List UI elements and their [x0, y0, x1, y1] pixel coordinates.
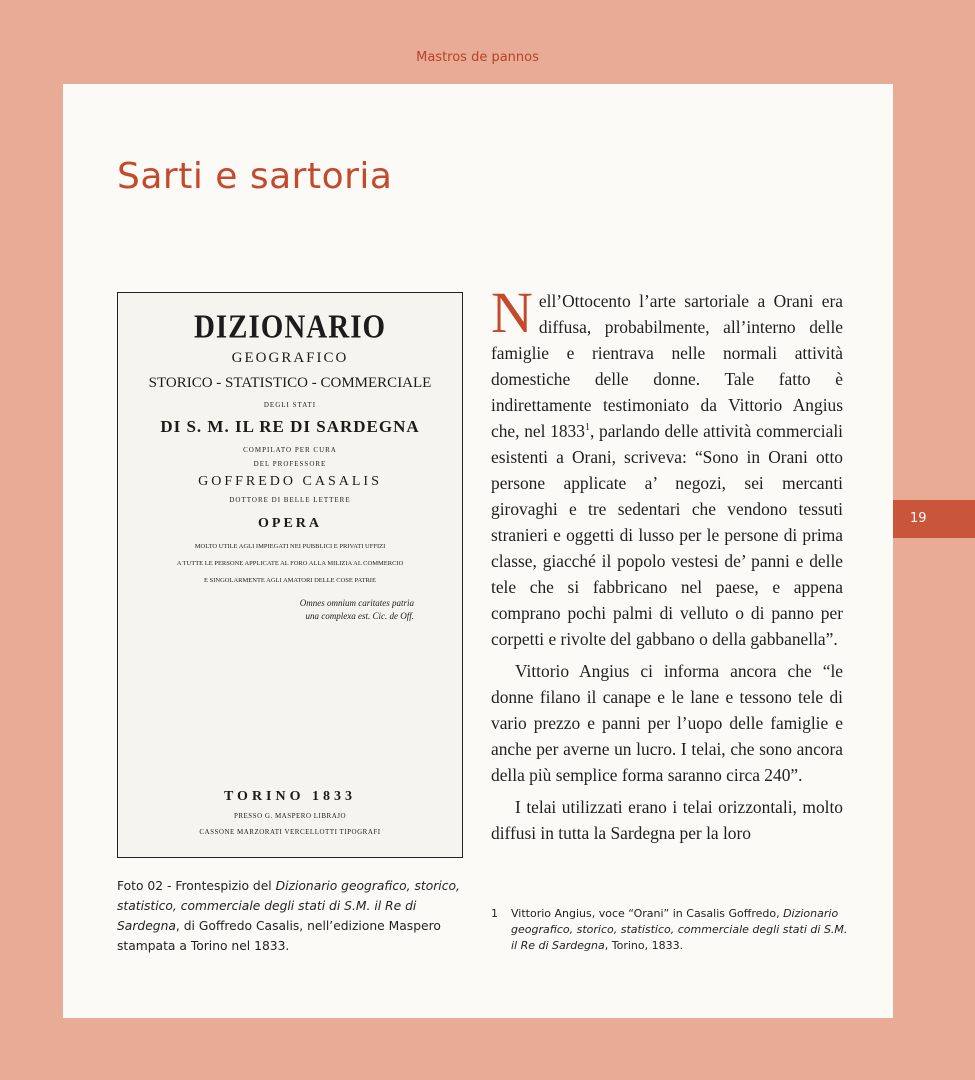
frontispiece-line: DEL PROFESSORE [253, 460, 327, 468]
frontispiece-line: MOLTO UTILE AGLI IMPIEGATI NEI PUBBLICI E PRIVATI UFFIZI [194, 543, 386, 550]
frontispiece-city: TORINO 1833 [223, 789, 357, 804]
frontispiece-line: DOTTORE DI BELLE LETTERE [229, 496, 351, 504]
frontispiece-line: COMPILATO PER CURA [243, 446, 337, 454]
frontispiece-line: E SINGOLARMENTE AGLI AMATORI DELLE COSE PATRIE [204, 577, 376, 584]
frontispiece-publisher: PRESSO G. MASPERO LIBRAJO [233, 812, 347, 820]
paragraph: Vittorio Angius ci informa ancora che “le donne filano il canape e le lane e tessono tele di vario prezzo e panni per l’uopo delle famiglie e anche per averne un lucro. I telai, che sono ancora della più semplice forma saranno circa 240”. [491, 661, 843, 785]
frontispiece-motto: una complexa est. Cic. de Off. [305, 611, 414, 621]
frontispiece-line: STORICO - STATISTICO - COMMERCIALE [148, 375, 432, 391]
frontispiece-publisher: CASSONE MARZORATI VERCELLOTTI TIPOGRAFI [199, 828, 381, 836]
paragraph-text: ell’Ottocento l’arte sartoriale a Orani era diffusa, probabilmente, all’interno delle famiglie e rientrava nelle normali attività domestiche delle donne. Tale fatto è indirettamente testimoniato da Vittorio Angius che, nel 1833 [491, 291, 843, 441]
frontispiece-line: DI S. M. IL RE DI SARDEGNA [160, 417, 420, 436]
paragraph: I telai utilizzati erano i telai orizzontali, molto diffusi in tutta la Sardegna per la loro [491, 797, 843, 843]
footnote-text [511, 906, 851, 954]
page-title: Sarti e sartoria [117, 156, 393, 197]
page-sheet [63, 84, 893, 1018]
body-text [491, 280, 843, 846]
caption-title: Dizionario geografico, storico, statistico, commerciale degli stati di S.M. il Re di Sardegna [117, 879, 460, 933]
frontispiece-line: A TUTTE LE PERSONE APPLICATE AL FORO ALLA MILIZIA AL COMMERCIO [176, 560, 404, 567]
caption-lead: Foto 02 - Frontespizio del [117, 879, 276, 893]
footnote-ref[interactable]: 1 [584, 422, 590, 434]
frontispiece-image [117, 292, 463, 858]
footnote-title: Dizionario geografico, storico, statistico, commerciale degli stati di S.M. il Re di Sardegna [511, 907, 848, 952]
footnote-lead: Vittorio Angius, voce “Orani” in Casalis Goffredo, [511, 907, 784, 920]
footnote-rest: , Torino, 1833. [604, 939, 684, 952]
frontispiece-motto: Omnes omnium caritates patria [299, 598, 414, 608]
footnote [491, 906, 851, 954]
frontispiece-line: OPERA [258, 516, 322, 531]
photo-caption [117, 876, 472, 956]
frontispiece-line: DEGLI STATI [263, 401, 317, 409]
footnote-number: 1 [491, 907, 498, 920]
caption-rest: , di Goffredo Casalis, nell’edizione Maspero stampata a Torino nel 1833. [117, 919, 441, 953]
drop-cap: N [491, 280, 533, 345]
running-head: Mastros de pannos [416, 50, 539, 65]
frontispiece-title: DIZIONARIO [193, 308, 387, 346]
paragraph-text: , parlando delle attività commerciali esistenti a Orani, scriveva: “Sono in Orani otto persone applicate a’ negozi, sei mercanti girovaghi e tre sedentari che vendono tessuti stranieri e oggetti di lusso per le persone di prima classe, giacché il popolo vestesi de’ panni e delle tele che si fabbricano nel paese, e appena comprano pochi palmi di velluto o di panno per corpetti e rivolte del gabbano o della gabbanella”. [491, 421, 843, 649]
paragraph [491, 280, 843, 652]
page-number: 19 [892, 500, 975, 538]
frontispiece-author: GOFFREDO CASALIS [198, 474, 382, 489]
frontispiece-line: GEOGRAFICO [231, 350, 349, 366]
